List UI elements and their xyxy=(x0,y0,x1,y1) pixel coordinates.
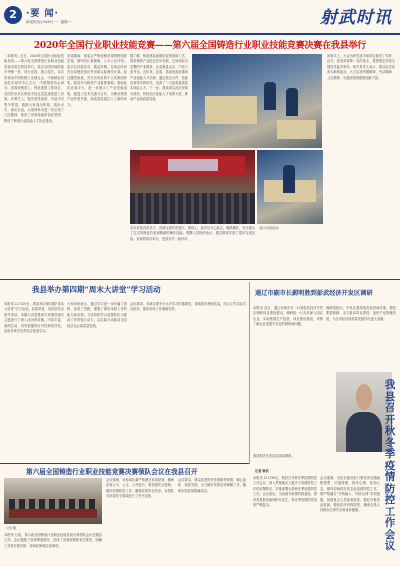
section2-title: 我县举办第四期“周末大讲堂”学习活动 xyxy=(32,285,161,294)
photo-caption: （图为竞赛现场） xyxy=(257,226,282,230)
meeting-photo-caption: 记者 摄 xyxy=(6,526,16,530)
column-divider xyxy=(249,282,250,464)
lead-headline: 2020年全国行业职业技能竞赛——第六届全国铸造行业职业技能竞赛决赛在我县举行 xyxy=(33,41,367,51)
article1-col2: 竞赛期间，组委会严格按照竞赛规程组织实施，裁判员认真履职，公平公正评判。选手们沉着应对，精益求精，在规定时间内完成理论知识考试和实际操作比赛。经过激烈角逐，决出各项目的个人奖和团体奖。我县作为铸造产业重要基地，借助此次竞赛平台，进一步展示了产业发展成果，促进了技术交流与合作，为推动铸造产业转型升级、高质量发展注入了新的动力。 xyxy=(67,54,127,107)
section5-col1: 本报讯 11月30日，我县召开秋冬季疫情防控工作会议，深入贯彻落实上级关于疫情防控工作的部署要求，安排部署全县秋冬季疫情防控工作。会议指出，当前境外疫情持续蔓延，国内零星散发病例时有发生，秋冬季疫情防控形势严峻复杂。 xyxy=(253,476,317,508)
section3-col3: 我县相关负责同志陪同调研。 xyxy=(253,454,295,458)
section3-col1: 本报讯 近日，通辽市副市长一行到彭武经济开发区调研项目建设情况。调研组一行先后深入园区企业，实地察看生产经营、项目建设情况，详细了解企业发展中存在的困难和问题。 xyxy=(253,306,323,327)
section2-col3: 会议要求，各单位要充分认识学习的重要性，持续抓好理论武装，结合工作实际学以致用，推动各项工作落地见效。 xyxy=(130,302,246,312)
article1-col5: 闭幕式上，大会为获奖选手和单位颁发了奖杯、证书。获得竞赛第一名的选手，将按规定申报全国技术能手称号。相关负责人表示，将以此次竞赛为新的起点，大力弘扬劳模精神、劳动精神、工匠精神，为建设制造强国贡献力量。 xyxy=(327,54,395,80)
masthead-rule xyxy=(0,33,400,35)
section-name: ·要 闻· xyxy=(26,9,59,19)
section2-col1: 本报讯 11月29日，我县举办第四期“周末大讲堂”学习活动。县委常委、宣传部长出席并讲话。本期大讲堂邀请专家围绕相关主题进行了深入浅出的讲解，内容丰富、案例生动，具有很强的针对性和指导性。县直各单位负责同志参加学习。 xyxy=(4,302,64,334)
section4-title: 第六届全国铸造行业职业技能竞赛决赛领队会议在我县召开 xyxy=(26,468,198,476)
section5-col2: 会议强调，全县各级各部门要坚决克服麻痹思想、厌战情绪、侥幸心理、松劲心态，慎终如始抓好常态化疫情防控工作。要严格落实“外防输入、内防反弹”各项措施，加强重点人员排查管控，做好冷链食品检测，强化医疗机构防控，确保全县人民群众生命安全和身体健康。 xyxy=(320,476,380,513)
masthead xyxy=(0,0,400,34)
section4-col2: 会议强调，各参赛队要严格遵守竞赛纪律，确保竞赛公平、公正、公开进行。要加强安全管理，做好疫情防控工作，确保竞赛安全有序。各领队对竞赛有关事项进行了充分交流。 xyxy=(106,478,174,499)
section3-title: 通辽市副市长蔚明胜到彭武经济开发区调研 xyxy=(255,290,373,297)
section4-col3: 会议要求，要以高度的责任感和使命感，精心组织、周密安排，全力做好竞赛各项保障工作，确保本届竞赛圆满成功。 xyxy=(178,478,246,493)
section5-title: 我县召开秋冬季疫情防控工作会议 xyxy=(384,379,396,552)
article1-col3: 据了解，铸造是装备制造业的基础工艺，我县铸造产业经过多年发展，已形成较为完整的产业链条，企业数量众多，产品门类齐全。近年来，县委、县政府高度重视产业技能人才培养，通过校企合作、技能竞赛等多种形式，培养了一大批高素质技术技能人才。下一步，我县将以此次竞赛为契机，持续加大技能人才培养力度，推动产业高质量发展。 xyxy=(130,54,188,102)
newspaper-title: 射武时讯 xyxy=(320,8,392,28)
article1-col1: （本报讯）近日，2020年全国行业职业技能竞赛——第六届全国铸造行业职业技能竞赛决赛在我县举行。来自全国各地的选手齐聚一堂，同台竞技，展示技艺。本次竞赛由中国机械工业联合会、中国就业培训技术指导中心主办，中国铸造协会承办。竞赛设铸造工、铸造造型工等项目，全国各省市区的选手经过层层选拔进入决赛。开幕式上，相关领导致辞，对选手们寄予厚望，鼓励大家赛出风格、赛出水平，赛出友谊。大赛的举办进一步弘扬了工匠精神，营造了崇尚技能的良好氛围，推动了铸造行业技能人才队伍建设。 xyxy=(4,54,64,123)
meeting-photo xyxy=(4,478,102,524)
edition-line: 新闻热线:(0449)······ 编辑:···· xyxy=(26,20,74,24)
section3-col2: 调研组指出，开发区要持续优化营商环境，强化要素保障，全力推动项目建设，加快产业集聚发展，为全市经济高质量发展作出更大贡献。 xyxy=(326,306,396,321)
section5-byline: 记者 耿岩 xyxy=(255,469,269,473)
divider-1 xyxy=(0,279,400,280)
competitor-working-photo xyxy=(192,54,322,148)
page-number: 2 xyxy=(4,6,22,24)
section2-col2: 大家纷纷表示，通过学习进一步开阔了视野，拓宽了思路，增强了做好本职工作的能力和本领。今后将把学习成果转化为推动工作的强大动力，以实际行动推动全县经济社会高质量发展。 xyxy=(67,302,127,328)
divider-2 xyxy=(0,463,249,464)
article1-col4: 本次竞赛历时多天，各项比赛有序进行。赛场上，选手们专心致志，娴熟操作，充分展示了扎实的理论功底和精湛的操作技能。观摩人员纷纷表示，通过观赛学到了很多宝贵经验。竞赛的成功举办，受到各方一致好评。 xyxy=(130,226,255,241)
section4-col1: 本报讯 日前，第六届全国铸造行业职业技能竞赛决赛领队会议在我县召开。会议通报了竞赛筹备情况，宣读了竞赛规程和有关要求，明确了竞赛日程安排、赛场纪律和注意事项。 xyxy=(4,533,102,548)
competition-stage-photo xyxy=(130,150,255,224)
workshop-photo xyxy=(257,150,323,224)
